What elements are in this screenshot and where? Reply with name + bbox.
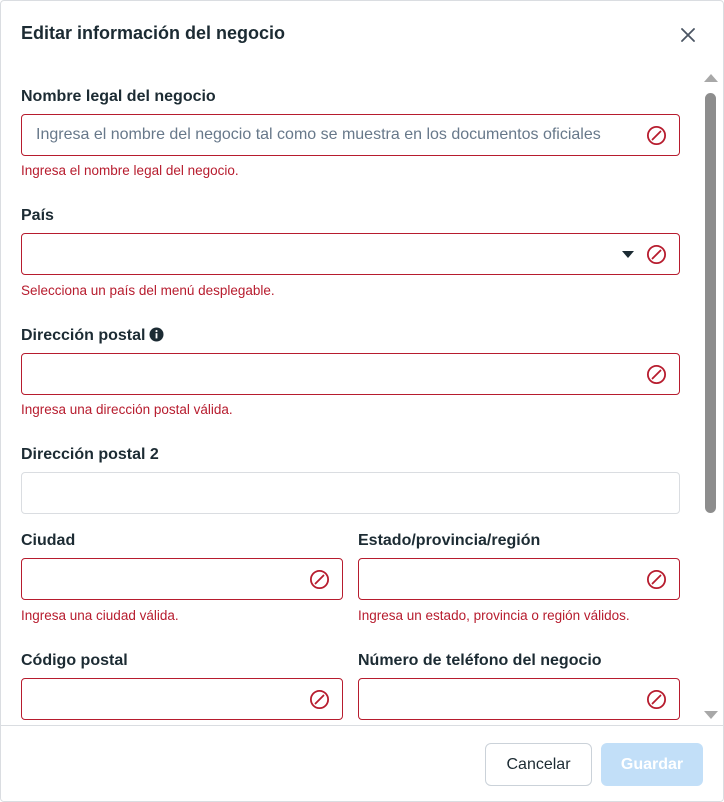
city-input[interactable] [21, 558, 343, 600]
close-button[interactable] [673, 21, 703, 49]
close-icon [681, 28, 695, 42]
scrollbar-thumb[interactable] [705, 93, 716, 513]
dialog-body [1, 67, 701, 725]
address1-error: Ingresa una dirección postal válida. [21, 402, 233, 417]
address2-label: Dirección postal 2 [21, 446, 159, 463]
dialog-header [1, 1, 723, 67]
error-prohibited-icon [309, 689, 330, 710]
scroll-down-arrow-icon[interactable] [704, 711, 718, 719]
error-prohibited-icon [646, 689, 667, 710]
cancel-button[interactable]: Cancelar [485, 743, 592, 786]
error-prohibited-icon [309, 569, 330, 590]
address1-input[interactable] [21, 353, 680, 395]
state-input[interactable] [358, 558, 680, 600]
error-prohibited-icon [646, 569, 667, 590]
save-button[interactable]: Guardar [601, 743, 703, 786]
address1-label-row [21, 327, 164, 345]
info-icon[interactable] [149, 327, 164, 342]
error-prohibited-icon [646, 244, 667, 265]
country-label: País [21, 207, 54, 224]
country-error: Selecciona un país del menú desplegable. [21, 283, 275, 298]
legal-name-error: Ingresa el nombre legal del negocio. [21, 163, 239, 178]
state-label: Estado/provincia/región [358, 532, 541, 549]
phone-label: Número de teléfono del negocio [358, 652, 602, 669]
address2-input[interactable] [21, 472, 680, 514]
address1-label: Dirección postal [21, 327, 146, 344]
dialog-title: Editar información del negocio [21, 23, 286, 43]
dialog-footer [1, 725, 723, 802]
country-select[interactable] [21, 233, 680, 275]
error-prohibited-icon [646, 125, 667, 146]
city-error: Ingresa una ciudad válida. [21, 608, 179, 623]
scrollbar[interactable] [701, 67, 723, 725]
legal-name-input[interactable] [21, 114, 680, 156]
chevron-down-icon [622, 251, 634, 258]
legal-name-label: Nombre legal del negocio [21, 88, 216, 105]
error-prohibited-icon [646, 364, 667, 385]
legal-name-placeholder: Ingresa el nombre del negocio tal como se muestra en los documentos oficiales [36, 126, 601, 143]
postal-code-input[interactable] [21, 678, 343, 720]
city-label: Ciudad [21, 532, 76, 549]
scroll-up-arrow-icon[interactable] [704, 74, 718, 82]
state-error: Ingresa un estado, provincia o región válidos. [358, 608, 630, 623]
postal-code-label: Código postal [21, 652, 128, 669]
phone-input[interactable] [358, 678, 680, 720]
